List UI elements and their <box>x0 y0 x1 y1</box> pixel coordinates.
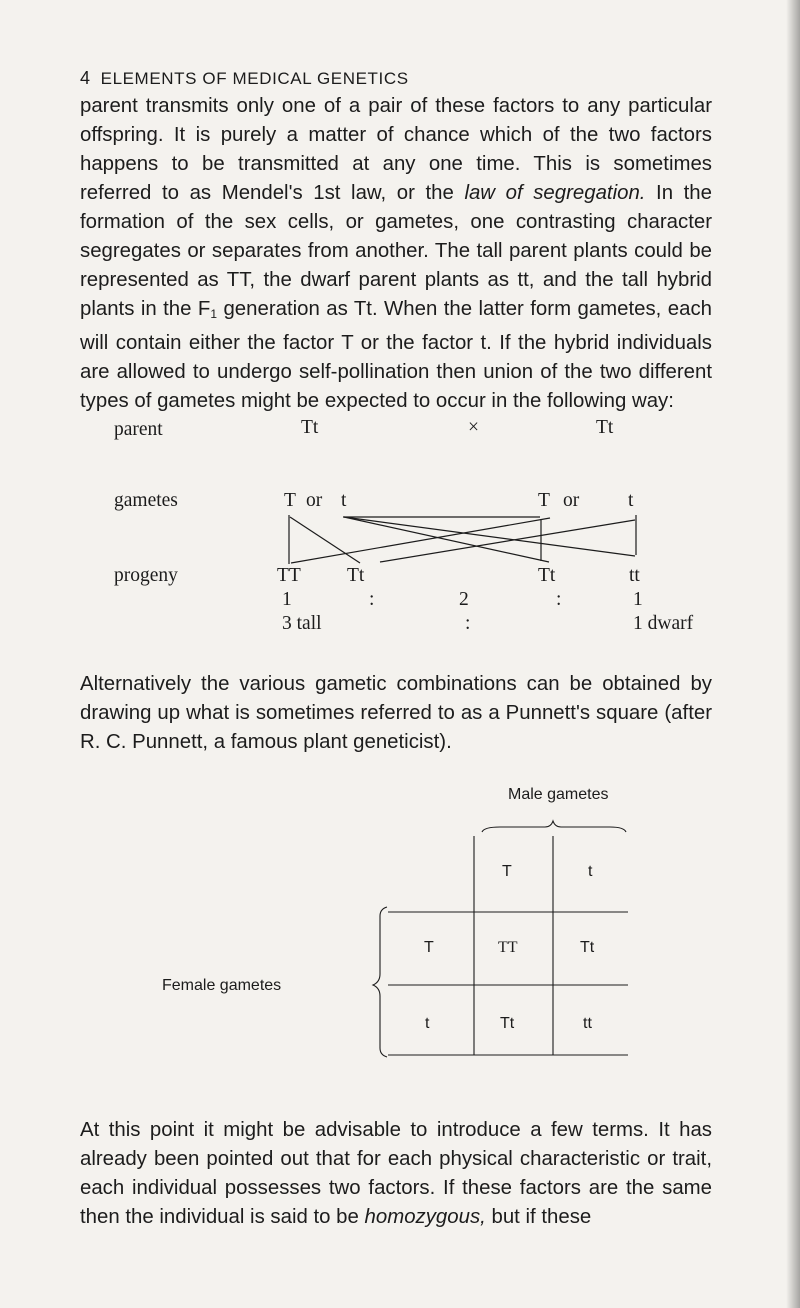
ratio-colon-2: : <box>556 589 562 610</box>
gamete-left-or: or <box>306 490 323 511</box>
female-brace <box>373 907 387 1057</box>
ratio-1: 1 <box>282 589 292 610</box>
summary-tall: 3 tall <box>282 613 322 634</box>
female-allele-t: t <box>425 1015 430 1032</box>
paragraph-punnett-intro: Alternatively the various gametic combinations can be obtained by drawing up what is sometimes referred to as a Punnett's square (after R. C. Punnett, a famous plant geneticist). <box>80 673 712 753</box>
paragraph-terms <box>80 1116 712 1232</box>
row-label-progeny: progeny <box>114 565 178 586</box>
parent-genotype-right: Tt <box>596 417 614 438</box>
ratio-2: 2 <box>459 589 469 610</box>
male-allele-t: t <box>588 863 593 880</box>
summary-colon: : <box>465 613 471 634</box>
row-label-parent: parent <box>114 419 163 440</box>
f1-subscript: 1 <box>210 307 218 321</box>
male-gametes-label: Male gametes <box>508 786 609 803</box>
female-gametes-label: Female gametes <box>162 977 282 994</box>
gamete-right-t: t <box>628 490 634 511</box>
summary-dwarf: 1 dwarf <box>633 613 694 634</box>
gamete-left-T: T <box>284 490 296 511</box>
term-homozygous: homozygous, <box>364 1206 486 1228</box>
gamete-right-T: T <box>538 490 550 511</box>
male-brace <box>482 821 626 832</box>
para1-text-a: parent transmits only one of a pair of these factors to any particular offspring. It is purely a matter of chance which of the two factors happens to be transmitted at any one time. This is sometimes referred to as Mendel's 1st law, or the <box>80 95 712 204</box>
progeny-TT: TT <box>277 565 301 586</box>
cell-Tt-top-right: Tt <box>580 939 595 956</box>
progeny-Tt-1: Tt <box>347 565 365 586</box>
male-allele-T: T <box>502 863 512 880</box>
gamete-right-or: or <box>563 490 580 511</box>
gamete-left-t: t <box>341 490 347 511</box>
cell-tt: tt <box>583 1015 592 1032</box>
female-allele-T: T <box>424 939 434 956</box>
para3-text-b: but if these <box>485 1206 592 1228</box>
para1-text-b: In the formation of the sex cells, or gametes, one contrasting character segregates or separates from another. The tall parent plants could be represented as TT, the dwarf parent plants as tt, and the tall hybrid plants in the F <box>80 182 712 320</box>
ratio-3: 1 <box>633 589 643 610</box>
cross-symbol: × <box>468 417 479 438</box>
page-number: 4 <box>80 68 91 88</box>
cell-Tt-bottom-left: Tt <box>500 1015 515 1032</box>
cell-TT: TT <box>498 939 518 956</box>
row-label-gametes: gametes <box>114 490 178 511</box>
para3-text-a: At this point it might be advisable to introduce a few terms. It has already been pointed out that for each physical characteristic or trait, each individual possesses two factors. If these factors are the same then the individual is said to be <box>80 1119 712 1228</box>
term-law-of-segregation: law of segregation. <box>464 182 646 204</box>
parent-genotype-left: Tt <box>301 417 319 438</box>
para1-text-c: generation as Tt. When the latter form gametes, each will contain either the factor T or the factor t. If the hybrid individuals are allowed to undergo self-pollination then union of the two different types of gametes might be expected to occur in the following way: <box>80 298 712 412</box>
ratio-colon-1: : <box>369 589 375 610</box>
progeny-Tt-2: Tt <box>538 565 556 586</box>
progeny-tt: tt <box>629 565 640 586</box>
running-title: ELEMENTS OF MEDICAL GENETICS <box>100 69 409 88</box>
